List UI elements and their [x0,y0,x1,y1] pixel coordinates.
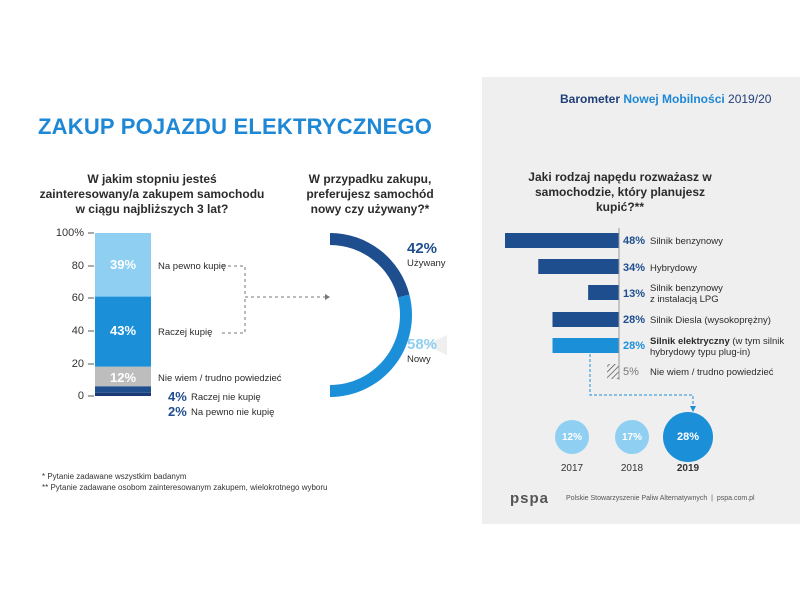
bar-value: 28% [623,340,646,352]
connector-line [222,297,245,333]
y-tick: 20 [71,358,84,370]
segment-label: Na pewno kupię [158,261,227,272]
slice-label: Nowy [407,354,431,365]
trend-bubble: 17% [615,420,649,454]
slice-value: 42% [407,240,438,257]
footer-org: Polskie Stowarzyszenie Paliw Alternatywnych | pspa.com.pl [566,495,755,502]
hbar [553,312,620,327]
y-tick: 0 [77,390,84,402]
segment-value: 4% [168,389,187,404]
hbar [588,285,619,300]
footer-url[interactable]: pspa.com.pl [716,495,755,502]
pspa-logo: pspa [510,490,550,507]
bar-label: Nie wiem / trudno powiedzieć [650,367,774,378]
donut-slice [330,233,409,298]
trend-year: 2017 [560,463,584,474]
bar-value: 5% [623,366,639,378]
hbar [538,259,619,274]
barometer-header: Barometer Nowej Mobilności 2019/20 [560,92,772,106]
y-tick: 100% [55,227,84,239]
question-2: W przypadku zakupu, preferujesz samochód nowy czy używany?* [306,172,434,216]
donut-slice [330,295,412,397]
bar-value: 13% [623,288,646,300]
bar-value: 48% [623,235,646,247]
hbar [607,364,619,379]
trend-year: 2019 [676,463,700,474]
question-1: W jakim stopniu jesteś zainteresowany/a zakupem samochodu w ciągu najbliższych 3 lat? [39,172,265,216]
bar-label: Silnik benzynowy [650,236,723,247]
stack-segment [95,386,151,393]
segment-label: Nie wiem / trudno powiedzieć [158,373,282,384]
y-tick: 60 [71,292,84,304]
segment-label: Raczej kupię [158,327,213,338]
segment-value: 2% [168,404,187,419]
segment-value: 39% [109,257,137,272]
bar-value: 28% [623,314,646,326]
bar-label: Hybrydowy [650,263,697,274]
trend-bubble: 28% [663,412,713,462]
question-3: Jaki rodzaj napędu rozważasz w samochodzie, który planujesz kupić?** [528,170,712,214]
bar-label: hybrydowy typu plug-in) [650,347,751,358]
footnote: ** Pytanie zadawane osobom zainteresowanym zakupem, wielokrotnego wyboru [42,483,328,492]
trend-bubble: 12% [555,420,589,454]
bar-value: 34% [623,262,646,274]
bar-label: Silnik benzynowy [650,283,723,294]
page-title: ZAKUP POJAZDU ELEKTRYCZNEGO [38,114,433,139]
connector-line [222,266,325,297]
footnote: * Pytanie zadawane wszystkim badanym [42,472,187,481]
bar-label: z instalacją LPG [650,294,719,305]
hbar [505,233,619,248]
segment-value: 43% [109,323,137,338]
slice-label: Używany [407,258,446,269]
stack-segment [95,393,151,396]
slice-value: 58% [407,336,438,353]
bar-label: Silnik elektryczny (w tym silnik [650,336,785,347]
segment-label: Raczej nie kupię [191,392,261,403]
trend-year: 2018 [620,463,644,474]
hbar [553,338,620,353]
segment-value: 12% [109,370,137,385]
y-tick: 40 [71,325,84,337]
bar-label: Silnik Diesla (wysokoprężny) [650,315,771,326]
y-tick: 80 [71,260,84,272]
segment-label: Na pewno nie kupię [191,407,275,418]
